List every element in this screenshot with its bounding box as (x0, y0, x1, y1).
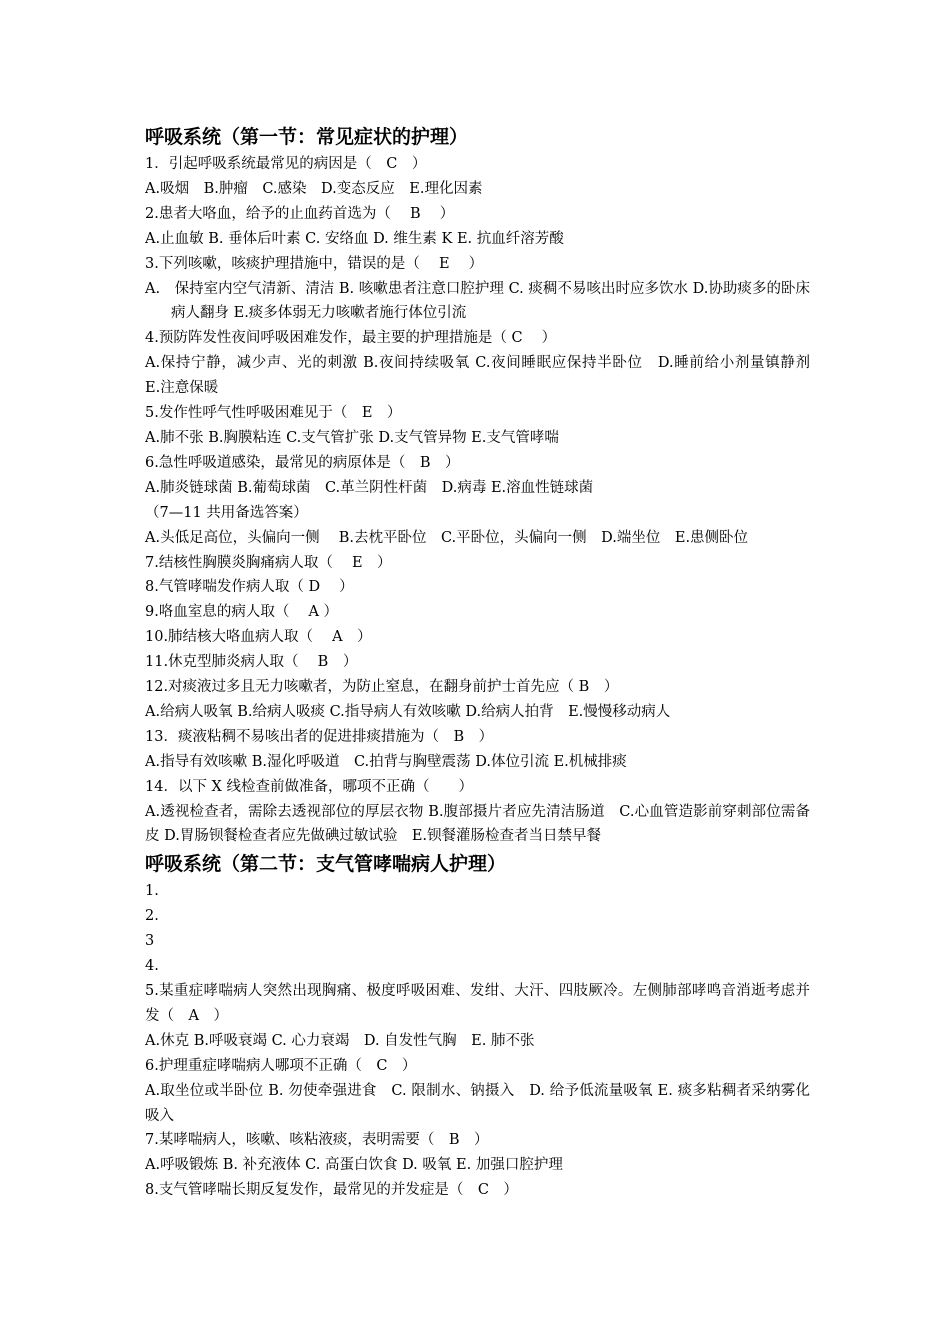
question-line: 1．引起呼吸系统最常见的病因是（ C ） (145, 156, 427, 172)
options-paragraph: A.保持宁静，减少声、光的刺激 B.夜间持续吸氧 C.夜间睡眠应保持半卧位 D.睡前给小剂量镇静剂 E.注意保暖 (145, 355, 825, 397)
section1-title: 呼吸系统（第一节：常见症状的护理） (145, 126, 469, 148)
question-line: 8.支气管哮喘长期反复发作，最常见的并发症是（ C ） (145, 1182, 518, 1199)
question-line: 3 (145, 933, 155, 950)
options-paragraph: A. 保持室内空气清新、清洁 B. 咳嗽患者注意口腔护理 C. 痰稠不易咳出时应多饮水 D.协助痰多的卧床病人翻身 E.痰多体弱无力咳嗽者施行体位引流 (145, 280, 810, 322)
question-line: 2.患者大咯血，给予的止血药首选为（ B ） (145, 205, 455, 222)
question-line: 13．痰液粘稠不易咳出者的促进排痰措施为（ B ） (145, 728, 494, 745)
question-line: 6.护理重症哮喘病人哪项不正确（ C ） (145, 1057, 417, 1074)
question-line: 9.咯血室息的病人取（ A ） (145, 604, 339, 621)
question-line: 4. (145, 958, 159, 975)
options-line: A.指导有效咳嗽 B.湿化呼吸道 C.拍背与胸壁震荡 D.体位引流 E.机械排痰 (145, 753, 627, 770)
document-body (145, 122, 825, 1203)
question-line: 6.急性呼吸道感染，最常见的病原体是（ B ） (145, 454, 460, 471)
options-line: A.给病人吸氧 B.给病人吸痰 C.指导病人有效咳嗽 D.给病人拍背 E.慢慢移动病人 (145, 703, 671, 720)
options-paragraph: A.取坐位或半卧位 B. 勿使牵强进食 C. 限制水、钠摄入 D. 给予低流量吸氧 E. 痰多粘稠者采纳雾化吸入 (145, 1082, 810, 1124)
options-line: A.呼吸锻炼 B. 补充液体 C. 高蛋白饮食 D. 吸氧 E. 加强口腔护理 (145, 1157, 563, 1174)
question-line: 4.预防阵发性夜间呼吸困难发作，最主要的护理措施是（ C ） (145, 330, 557, 347)
question-line: 1. (145, 883, 159, 900)
question-line: 10.肺结核大咯血病人取（ A ） (145, 629, 372, 646)
question-line: 5.发作性呼气性呼吸困难见于（ E ） (145, 405, 402, 422)
question-line: 12.对痰液过多且无力咳嗽者，为防止窒息，在翻身前护士首先应（ B ） (145, 679, 619, 696)
options-line: A.肺炎链球菌 B.葡萄球菌 C.革兰阴性杆菌 D.病毒 E.溶血性链球菌 (145, 479, 594, 496)
question-line: 14．以下 X 线检查前做准备，哪项不正确（ ） (145, 778, 473, 795)
options-line: A.吸烟 B.肿瘤 C.感染 D.变态反应 E.理化因素 (145, 180, 483, 197)
options-paragraph: A.透视检查者，需除去透视部位的厚层衣物 B.腹部摄片者应先清洁肠道 C.心血管造影前穿刺部位需备皮 D.胃肠钡餐检查者应先做碘过敏试验 E.钡餐灌肠检查者当日禁早餐 (145, 803, 810, 845)
options-line: A.止血敏 B. 垂体后叶素 C. 安络血 D. 维生素 K E. 抗血纤溶芳酸 (145, 230, 564, 247)
question-paragraph: 5.某重症哮喘病人突然出现胸痛、极度呼吸困难、发绀、大汗、四肢厥冷。左侧肺部哮鸣音消逝考虑并发（ A ） (145, 983, 810, 1024)
options-paragraph: A.头低足高位，头偏向一侧 B.去枕平卧位 C.平卧位，头偏向一侧 D.端坐位 E.患侧卧位 (145, 529, 749, 546)
question-line: 7.某哮喘病人，咳嗽、咳粘液痰，表明需要（ B ） (145, 1132, 489, 1149)
question-line: 3.下列咳嗽，咳痰护理措施中，错误的是（ E ） (145, 255, 484, 272)
section2-title: 呼吸系统（第二节：支气管哮喘病人护理） (145, 853, 507, 876)
question-line: 11.休克型肺炎病人取（ B ） (145, 654, 358, 671)
options-line: A.肺不张 B.胸膜粘连 C.支气管扩张 D.支气管异物 E.支气管哮喘 (145, 429, 559, 446)
options-line: A.休克 B.呼吸衰竭 C. 心力衰竭 D. 自发性气胸 E. 肺不张 (145, 1032, 535, 1049)
question-line: 2. (145, 908, 159, 925)
question-line: 8.气管哮喘发作病人取（ D ） (145, 579, 354, 596)
shared-options-header: （7—11 共用备选答案） (145, 504, 308, 521)
question-line: 7.结核性胸膜炎胸痛病人取（ E ） (145, 554, 392, 571)
